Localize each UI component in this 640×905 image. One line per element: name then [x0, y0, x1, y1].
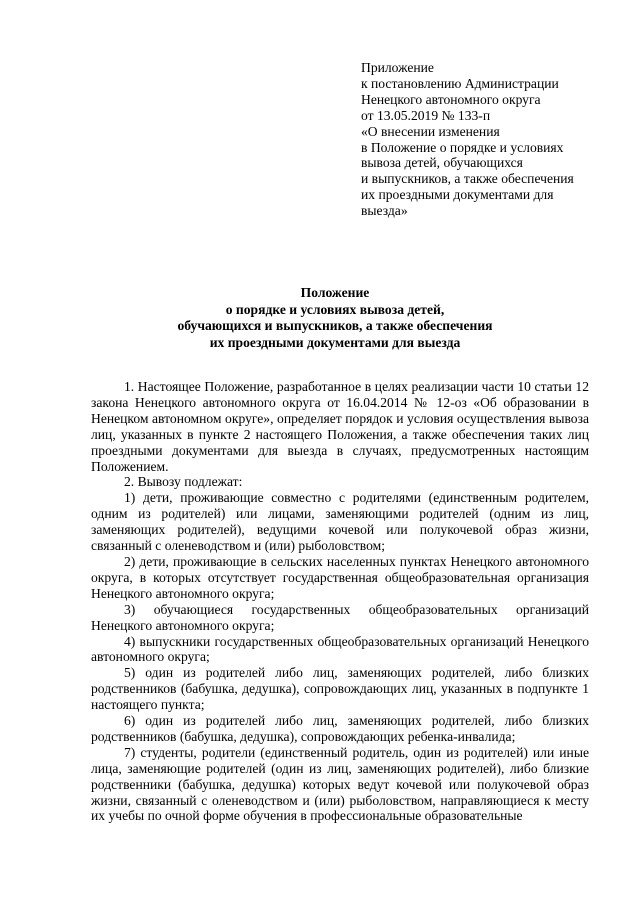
title-line: обучающихся и выпускников, а также обеспечения	[177, 318, 493, 333]
annex-line: выезда»	[361, 203, 408, 219]
annex-line: Ненецкого автономного округа	[361, 91, 541, 107]
paragraph-subclause-4: 4) выпускники государственных общеобразовательных организаций Ненецкого автономного округа;	[91, 633, 589, 665]
paragraph-clause-2: 2. Вывозу подлежат:	[124, 474, 243, 490]
title-line: Положение	[300, 285, 370, 300]
paragraph-subclause-5: 5) один из родителей либо лиц, заменяющих родителей, либо близких родственников (бабушка, дедушка), сопровождающих лиц, указанных в подпункте 1 настоящего пункта;	[91, 665, 589, 713]
annex-line: от 13.05.2019 № 133-п	[361, 107, 491, 123]
paragraph-subclause-2: 2) дети, проживающие в сельских населенных пунктах Ненецкого автономного округа, в которых отсутствует государственная общеобразовательная организация Ненецкого автономного округа;	[91, 553, 589, 601]
title-line: о порядке и условиях вывоза детей,	[225, 301, 445, 317]
annex-line: «О внесении изменения	[361, 123, 500, 139]
annex-header	[361, 60, 601, 219]
annex-line: их проездными документами для	[361, 187, 554, 203]
paragraph-subclause-1: 1) дети, проживающие совместно с родителями (единственным родителем, одним из родителей) или лицами, заменяющими родителей (одним из лиц, заменяющих родителей), ведущими кочевой или полукочевой образ жизни, связанный с оленеводством и (или) рыболовством;	[91, 490, 589, 554]
annex-line: к постановлению Администрации	[361, 75, 559, 91]
annex-line: в Положение о порядке и условиях	[361, 139, 564, 155]
paragraph-subclause-3: 3) обучающиеся государственных общеобразовательных организаций Ненецкого автономного округа;	[91, 601, 589, 633]
annex-line: и выпускников, а также обеспечения	[361, 171, 574, 187]
paragraph-subclause-7: 7) студенты, родители (единственный родитель, один из родителей) или иные лица, заменяющие родителей (один из лиц, заменяющих родителей), либо близкие родственники (бабушка, дедушка) которых ведут кочевой или полукочевой образ жизни, связанный с оленеводством и (или) рыболовством, направляющиеся к месту их учебы по очной форме обучения в профессиональные образовательные	[91, 744, 589, 824]
paragraph-clause-1: 1. Настоящее Положение, разработанное в целях реализации части 10 статьи 12 закона Ненецкого автономного округа от 16.04.2014 № 12-оз «Об образовании в Ненецком автономном округе», определяет порядок и условия осуществления вывоза лиц, указанных в пункте 2 настоящего Положения, а также обеспечения таких лиц проездными документами для выезда в случаях, предусмотренных настоящим Положением.	[91, 379, 589, 474]
document-title	[80, 285, 590, 351]
title-line: их проездными документами для выезда	[209, 334, 461, 350]
paragraph-subclause-6: 6) один из родителей либо лиц, заменяющих родителей, либо близких родственников (бабушка, дедушка), сопровождающих ребенка-инвалида;	[91, 713, 589, 744]
document-body	[91, 379, 589, 824]
annex-line: вывоза детей, обучающихся	[361, 155, 523, 171]
annex-line: Приложение	[361, 60, 434, 75]
